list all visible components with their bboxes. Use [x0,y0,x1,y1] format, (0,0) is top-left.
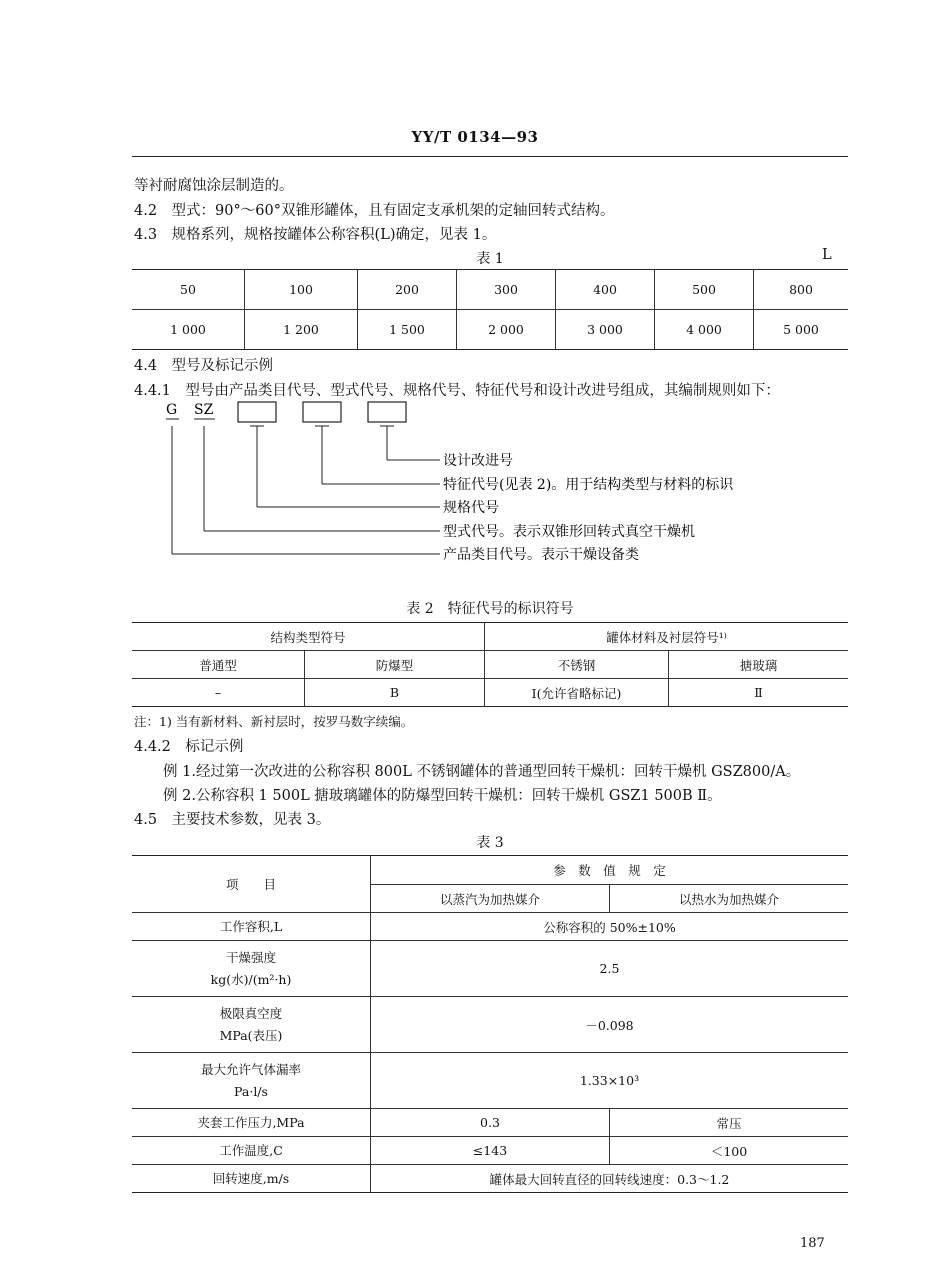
label-spec: 规格代号 [443,500,499,516]
table3-item [132,1165,371,1193]
standard-code-header: YY/T 0134—93 [411,128,539,146]
label-type: 型式代号。表示双锥形回转式真空干燥机 [443,524,695,540]
table-cell: 50 [132,270,245,310]
model-code-diagram [160,396,800,576]
table-cell: 1 000 [170,322,206,337]
table-cell: 5 000 [754,310,849,350]
table-cell: Ⅱ [669,679,849,707]
table-cell: Ⅰ(允许省略标记) [485,679,669,707]
table-3-main-parameters [132,855,848,1193]
table-cell: 4 000 [655,310,754,350]
table1-unit: L [822,247,832,263]
label-design: 设计改进号 [443,453,513,469]
label-category: 产品类目代号。表示干燥设备类 [443,547,639,563]
table3-value: －0.098 [371,997,849,1053]
code-g: G [166,402,178,418]
table-cell: 3 000 [556,310,655,350]
section-4-5: 4.5 主要技术参数，见表 3。 [134,812,331,828]
table3-steam-value: 0.3 [371,1109,610,1137]
table3-item [132,1109,371,1137]
table3-value: 公称容积的 50%±10% [371,913,849,941]
example-1: 例 1.经过第一次改进的公称容积 800L 不锈钢罐体的普通型回转干燥机：回转干燥机 GSZ800/A。 [163,764,801,780]
table-2-feature-codes [132,622,848,707]
table-cell: – [214,685,222,700]
page-number: 187 [800,1236,825,1251]
table-cell: 防爆型 [305,651,485,679]
table-row [132,310,848,350]
table3-steam-value: ≤143 [371,1137,610,1165]
item-line: 工作温度,C [219,1142,283,1158]
table3-caption: 表 3 [476,835,504,851]
table-cell: 搪玻璃 [669,651,849,679]
item-line: MPa(表压) [219,1027,283,1043]
item-line: Pa·l/s [234,1083,268,1099]
table-row [132,1109,848,1137]
table-row [132,1137,848,1165]
table-cell: 100 [245,270,358,310]
table3-value: 2.5 [371,941,849,997]
item-line: 回转速度,m/s [212,1170,290,1186]
table-row [132,856,848,885]
code-sz: SZ [194,402,214,418]
table2-note: 注：1) 当有新材料、新衬层时，按罗马数字续编。 [134,714,414,729]
table-row [132,1165,848,1193]
label-feature: 特征代号(见表 2)。用于结构类型与材料的标识 [443,477,734,493]
table-row [132,679,848,707]
table-cell: 1 500 [358,310,457,350]
table3-param-header: 参 数 值 规 定 [371,856,849,885]
table-cell: 400 [556,270,655,310]
feature-code-box [303,402,341,422]
table-row [132,941,848,997]
table2-caption: 表 2 特征代号的标识符号 [406,601,574,617]
table3-water-value: 常压 [610,1109,849,1137]
table-row [132,651,848,679]
spec-code-box [238,402,276,422]
design-code-box [368,402,406,422]
item-line: 工作容积,L [219,918,283,934]
table-row [132,270,848,310]
table-row [132,997,848,1053]
table1-caption: 表 1 [476,251,504,267]
table3-item-header: 项 目 [132,856,371,913]
table-cell: 800 [754,270,849,310]
table-cell: 500 [655,270,754,310]
table3-item [132,913,371,941]
table-1-spec-series [132,269,848,350]
table-cell: 300 [457,270,556,310]
table3-water-header: 以热水为加热媒介 [610,885,849,913]
table3-steam-header: 以蒸汽为加热媒介 [371,885,610,913]
table3-value: 罐体最大回转直径的回转线速度：0.3～1.2 [371,1165,849,1193]
item-line: 干燥强度 [225,949,276,965]
continuation-line: 等衬耐腐蚀涂层制造的。 [134,178,294,194]
table-row [132,1053,848,1109]
section-4-4-1: 4.4.1 型号由产品类目代号、型式代号、规格代号、特征代号和设计改进号组成，其编制规则如下： [134,383,780,399]
table3-value: 1.33×10³ [371,1053,849,1109]
section-4-4: 4.4 型号及标记示例 [134,358,274,374]
section-4-4-2: 4.4.2 标记示例 [134,739,244,755]
table-cell: 1 200 [245,310,358,350]
header-rule [132,156,848,157]
table-cell: 200 [358,270,457,310]
table2-group-structure: 结构类型符号 [132,623,485,651]
section-4-2: 4.2 型式：90°～60°双锥形罐体，且有固定支承机架的定轴回转式结构。 [134,203,615,219]
table3-water-value: ＜100 [610,1137,849,1165]
table-cell: 不锈钢 [485,651,669,679]
section-4-3: 4.3 规格系列，规格按罐体公称容积(L)确定，见表 1。 [134,227,497,243]
table3-item [132,997,371,1053]
table2-group-material: 罐体材料及衬层符号¹⁾ [485,623,849,651]
item-line: 夹套工作压力,MPa [197,1114,305,1130]
table3-item [132,941,371,997]
table3-item [132,1137,371,1165]
item-line: 极限真空度 [219,1005,283,1021]
example-2: 例 2.公称容积 1 500L 搪玻璃罐体的防爆型回转干燥机：回转干燥机 GSZ1 500B Ⅱ。 [163,788,722,804]
item-line: 最大允许气体漏率 [200,1061,301,1077]
table-row [132,623,848,651]
table-cell: 普通型 [132,651,305,679]
table3-item [132,1053,371,1109]
item-line: kg(水)/(m²·h) [210,971,292,987]
table-cell: 2 000 [457,310,556,350]
table-cell: B [305,679,485,707]
table-row [132,913,848,941]
